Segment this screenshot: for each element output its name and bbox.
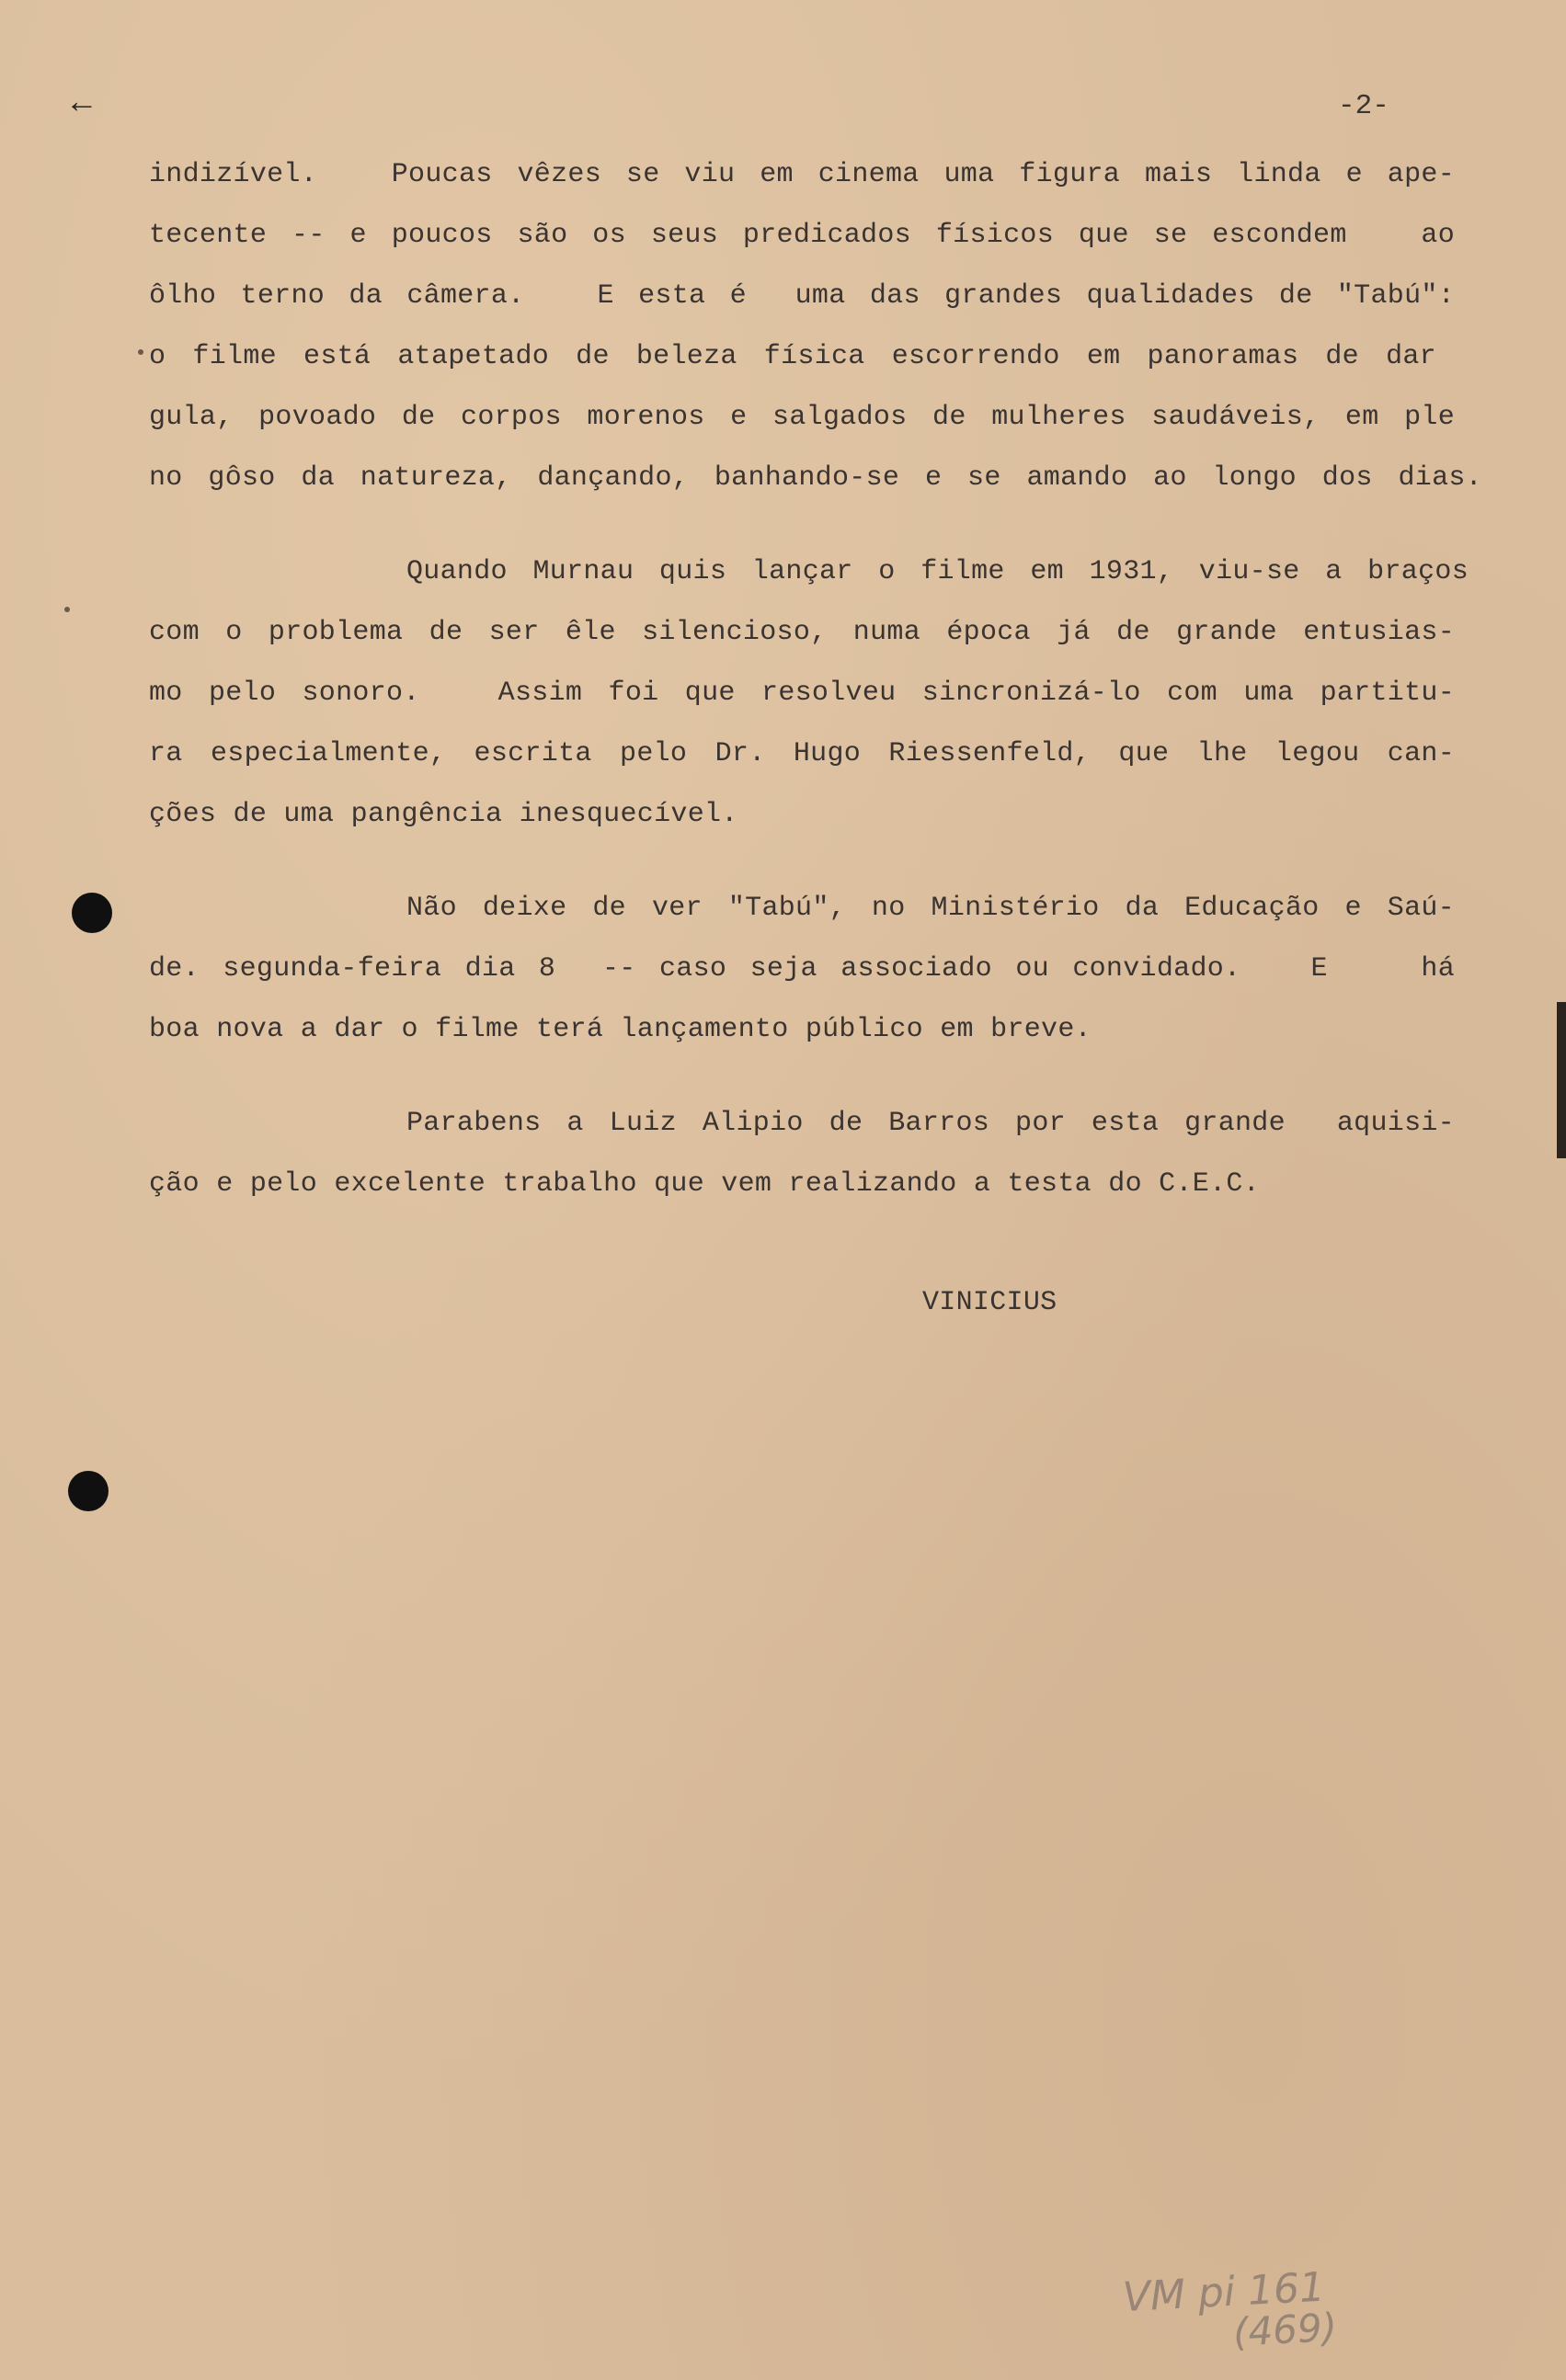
paragraph-1-line-6: no gôso da natureza, dançando, banhando-se e se amando ao longo dos dias. bbox=[149, 462, 1482, 494]
punch-hole bbox=[72, 893, 112, 933]
punch-hole bbox=[68, 1471, 109, 1511]
page-edge-shadow bbox=[1557, 1002, 1566, 1158]
paragraph-2-line-1: Quando Murnau quis lançar o filme em 1931, viu-se a braços bbox=[406, 556, 1469, 587]
archive-handwritten-note bbox=[1121, 2263, 1339, 2359]
corner-arrow-mark: ← bbox=[72, 85, 92, 122]
paragraph-2-line-2: com o problema de ser êle silencioso, numa época já de grande entusias- bbox=[149, 617, 1455, 648]
paragraph-1-line-4: o filme está atapetado de beleza física escorrendo em panoramas de dar bbox=[149, 341, 1436, 372]
paragraph-3-line-3: boa nova a dar o filme terá lançamento público em breve. bbox=[149, 1014, 1092, 1045]
signature: VINICIUS bbox=[922, 1287, 1057, 1318]
paragraph-4-line-1: Parabens a Luiz Alipio de Barros por esta grande aquisi- bbox=[406, 1108, 1455, 1139]
paper-speck bbox=[138, 349, 143, 355]
paragraph-1-line-5: gula, povoado de corpos morenos e salgados de mulheres saudáveis, em ple bbox=[149, 402, 1455, 433]
paragraph-1-line-1: indizível. Poucas vêzes se viu em cinema uma figura mais linda e ape- bbox=[149, 159, 1455, 190]
paragraph-2-line-3: mo pelo sonoro. Assim foi que resolveu sincronizá-lo com uma partitu- bbox=[149, 678, 1455, 709]
paragraph-1-line-2: tecente -- e poucos são os seus predicados físicos que se escondem ao bbox=[149, 220, 1455, 251]
archive-note-line-1: VM pi 161 bbox=[1121, 2263, 1327, 2322]
paragraph-3-line-1: Não deixe de ver "Tabú", no Ministério da Educação e Saú- bbox=[406, 893, 1455, 924]
paragraph-2-line-4: ra especialmente, escrita pelo Dr. Hugo Riessenfeld, que lhe legou can- bbox=[149, 738, 1455, 769]
archive-note-line-2: (469) bbox=[1231, 2304, 1339, 2355]
paragraph-3-line-2: de. segunda-feira dia 8 -- caso seja associado ou convidado. E há bbox=[149, 953, 1455, 985]
paragraph-4-line-2: ção e pelo excelente trabalho que vem realizando a testa do C.E.C. bbox=[149, 1168, 1260, 1200]
paper-speck bbox=[64, 607, 70, 612]
paragraph-1-line-3: ôlho terno da câmera. E esta é uma das grandes qualidades de "Tabú": bbox=[149, 280, 1455, 312]
page-number: -2- bbox=[1338, 90, 1389, 122]
paragraph-2-line-5: ções de uma pangência inesquecível. bbox=[149, 799, 738, 830]
